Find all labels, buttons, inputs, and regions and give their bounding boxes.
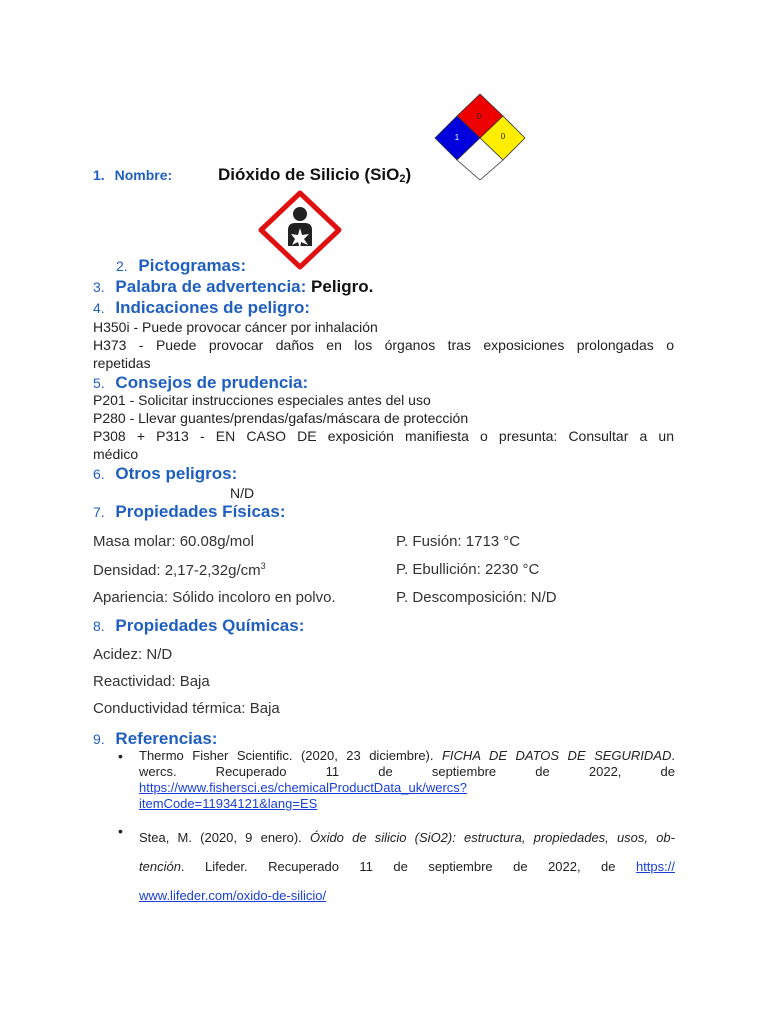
section-number: 6. [93, 466, 105, 482]
section-number: 1. [93, 167, 105, 183]
section-number: 3. [93, 279, 105, 295]
reference-2-line-2: tención. Lifeder. Recuperado 11 de septiembre de 2022, de https:// [139, 859, 675, 874]
section-3-heading [93, 277, 373, 297]
precaution-p280: P280 - Llevar guantes/prendas/gafas/máscara de protección [93, 410, 469, 426]
bullet-icon: • [118, 748, 123, 764]
hazard-statement-h373-cont: repetidas [93, 355, 151, 371]
section-number: 9. [93, 731, 105, 747]
section-8-heading [93, 616, 304, 636]
reference-2-link[interactable]: https:// [635, 859, 675, 874]
bullet-icon: • [118, 823, 123, 839]
section-label: Palabra de advertencia: [115, 277, 307, 296]
acidity: Acidez: N/D [93, 646, 173, 663]
section-number: 7. [93, 504, 105, 520]
section-1-heading [93, 167, 172, 183]
other-hazards-value: N/D [230, 485, 255, 501]
section-label: Propiedades Físicas: [115, 502, 286, 521]
boiling-point: P. Ebullición: 2230 °C [396, 561, 540, 578]
decomposition-point: P. Descomposición: N/D [396, 589, 557, 606]
reference-1 [139, 748, 675, 812]
section-5-heading [93, 373, 308, 393]
reference-1-line-1: Thermo Fisher Scientific. (2020, 23 diciembre). FICHA DE DATOS DE SEGURIDAD. [139, 748, 675, 763]
reference-1-link-cont[interactable]: itemCode=11934121&lang=ES [139, 796, 318, 811]
density: Densidad: $2,17-2,32g/cm^3$ [93, 561, 266, 579]
thermal-conductivity: Conductividad térmica: Baja [93, 700, 280, 717]
section-number: 2. [116, 258, 128, 274]
section-number: 5. [93, 375, 105, 391]
hazard-statement-h350i: H350i - Puede provocar cáncer por inhalación [93, 319, 378, 335]
nfpa-reactivity-value: 0 [500, 132, 506, 141]
substance-name: Dióxido de Silicio (SiO2) [218, 165, 412, 185]
ghs-health-hazard-icon [258, 190, 342, 270]
reference-2-line-1: Stea, M. (2020, 9 enero). Óxido de silicio (SiO2): estructura, propiedades, usos, ob- [139, 830, 675, 845]
hazard-statement-h373: H373 - Puede provocar daños en los órganos tras exposiciones prolongadas o [93, 337, 674, 353]
section-4-heading [93, 298, 310, 318]
section-label: Nombre: [114, 167, 173, 183]
reference-2-link-cont[interactable]: www.lifeder.com/oxido-de-silicio/ [139, 888, 327, 903]
precaution-p201: P201 - Solicitar instrucciones especiales antes del uso [93, 392, 431, 408]
section-label: Referencias: [115, 729, 218, 748]
section-2-heading [116, 256, 246, 276]
signal-word: Peligro. [311, 277, 374, 296]
section-6-heading [93, 464, 237, 484]
section-9-heading [93, 729, 217, 749]
section-number: 8. [93, 618, 105, 634]
reactivity: Reactividad: Baja [93, 673, 210, 690]
section-7-heading [93, 502, 286, 522]
section-label: Otros peligros: [115, 464, 238, 483]
section-number: 4. [93, 300, 105, 316]
section-label: Propiedades Químicas: [115, 616, 305, 635]
nfpa-diamond [433, 92, 527, 180]
section-label: Pictogramas: [138, 256, 247, 275]
melting-point: P. Fusión: 1713 °C [396, 533, 521, 550]
precaution-p308-p313: P308 + P313 - EN CASO DE exposición manifiesta o presunta: Consultar a un [93, 428, 674, 444]
section-label: Indicaciones de peligro: [115, 298, 311, 317]
section-label: Consejos de prudencia: [115, 373, 309, 392]
reference-2 [139, 823, 675, 910]
precaution-p308-p313-cont: médico [93, 446, 139, 462]
reference-1-link[interactable]: https://www.fishersci.es/chemicalProductData_uk/wercs? [139, 780, 468, 795]
nfpa-health-value: 1 [454, 133, 460, 142]
molar-mass: Masa molar: 60.08g/mol [93, 533, 254, 550]
reference-1-line-2: wercs. Recuperado 11 de septiembre de 2022, de [139, 764, 675, 779]
nfpa-flammability-value: 0 [476, 112, 482, 121]
appearance: Apariencia: Sólido incoloro en polvo. [93, 589, 336, 606]
